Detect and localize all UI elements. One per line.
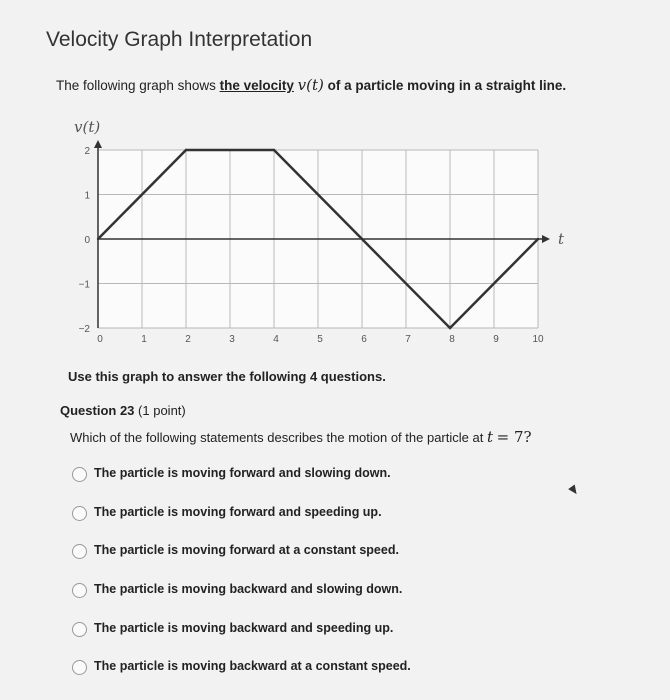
- option-6[interactable]: [72, 659, 411, 698]
- option-2[interactable]: [72, 505, 411, 544]
- option-label: The particle is moving forward and speeding up.: [94, 504, 382, 519]
- x-tick-label: 2: [185, 334, 191, 345]
- question-text: [70, 428, 532, 446]
- y-tick-label: 0: [84, 235, 90, 246]
- x-tick-label: 8: [449, 334, 455, 345]
- question-points: (1 point): [138, 403, 186, 418]
- x-tick-label: 0: [97, 334, 103, 345]
- velocity-function: v(t): [297, 76, 324, 94]
- y-tick-label: 1: [84, 190, 90, 202]
- velocity-point: [449, 327, 451, 329]
- mouse-cursor-icon: [568, 485, 580, 497]
- intro-text: [56, 76, 566, 94]
- question-number: Question 23: [60, 403, 135, 418]
- y-axis-arrow: [94, 140, 102, 148]
- radio-button[interactable]: [72, 622, 87, 637]
- x-tick-label: 5: [317, 334, 323, 345]
- y-tick-label: 2: [84, 146, 90, 157]
- y-axis-label: v(t): [74, 118, 101, 136]
- option-3[interactable]: [72, 543, 411, 582]
- question-prefix: Which of the following statements describes the motion of the particle at: [70, 430, 484, 445]
- radio-button[interactable]: [72, 467, 87, 482]
- question-variable: t: [486, 428, 493, 446]
- velocity-link[interactable]: the velocity: [219, 78, 294, 93]
- answer-options: [72, 466, 411, 698]
- radio-button[interactable]: [72, 506, 87, 521]
- option-label: The particle is moving backward at a constant speed.: [94, 659, 411, 674]
- radio-button[interactable]: [72, 544, 87, 559]
- y-tick-label: −2: [78, 324, 90, 335]
- x-tick-label: 4: [273, 334, 279, 345]
- question-header: [60, 403, 186, 418]
- y-tick-label: −1: [78, 279, 90, 291]
- x-axis-label: t: [558, 230, 565, 248]
- option-label: The particle is moving forward at a constant speed.: [94, 543, 399, 558]
- velocity-point: [537, 238, 539, 240]
- option-label: The particle is moving forward and slowing down.: [94, 466, 391, 480]
- x-tick-label: 6: [361, 334, 367, 345]
- page-title: Velocity Graph Interpretation: [46, 28, 313, 51]
- option-4[interactable]: [72, 582, 411, 621]
- question-equation: = 7?: [496, 428, 532, 446]
- option-1[interactable]: [72, 466, 411, 505]
- x-tick-label: 10: [532, 334, 544, 345]
- velocity-point: [185, 149, 187, 151]
- radio-button[interactable]: [72, 583, 87, 598]
- intro-prefix: The following graph shows: [56, 78, 220, 93]
- radio-button[interactable]: [72, 660, 87, 675]
- x-tick-label: 3: [229, 334, 235, 345]
- velocity-point: [97, 238, 99, 240]
- velocity-point: [361, 238, 363, 240]
- velocity-point: [273, 149, 275, 151]
- x-tick-label: 1: [141, 334, 147, 345]
- option-label: The particle is moving backward and slowing down.: [94, 582, 403, 597]
- intro-suffix: of a particle moving in a straight line.: [327, 78, 567, 93]
- option-5[interactable]: [72, 621, 411, 660]
- option-label: The particle is moving backward and speeding up.: [94, 620, 394, 635]
- velocity-graph: [60, 110, 580, 360]
- x-tick-label: 7: [405, 334, 411, 345]
- x-axis-arrow: [542, 235, 550, 243]
- x-tick-label: 9: [493, 334, 499, 345]
- instruction-text: Use this graph to answer the following 4 questions.: [68, 369, 386, 384]
